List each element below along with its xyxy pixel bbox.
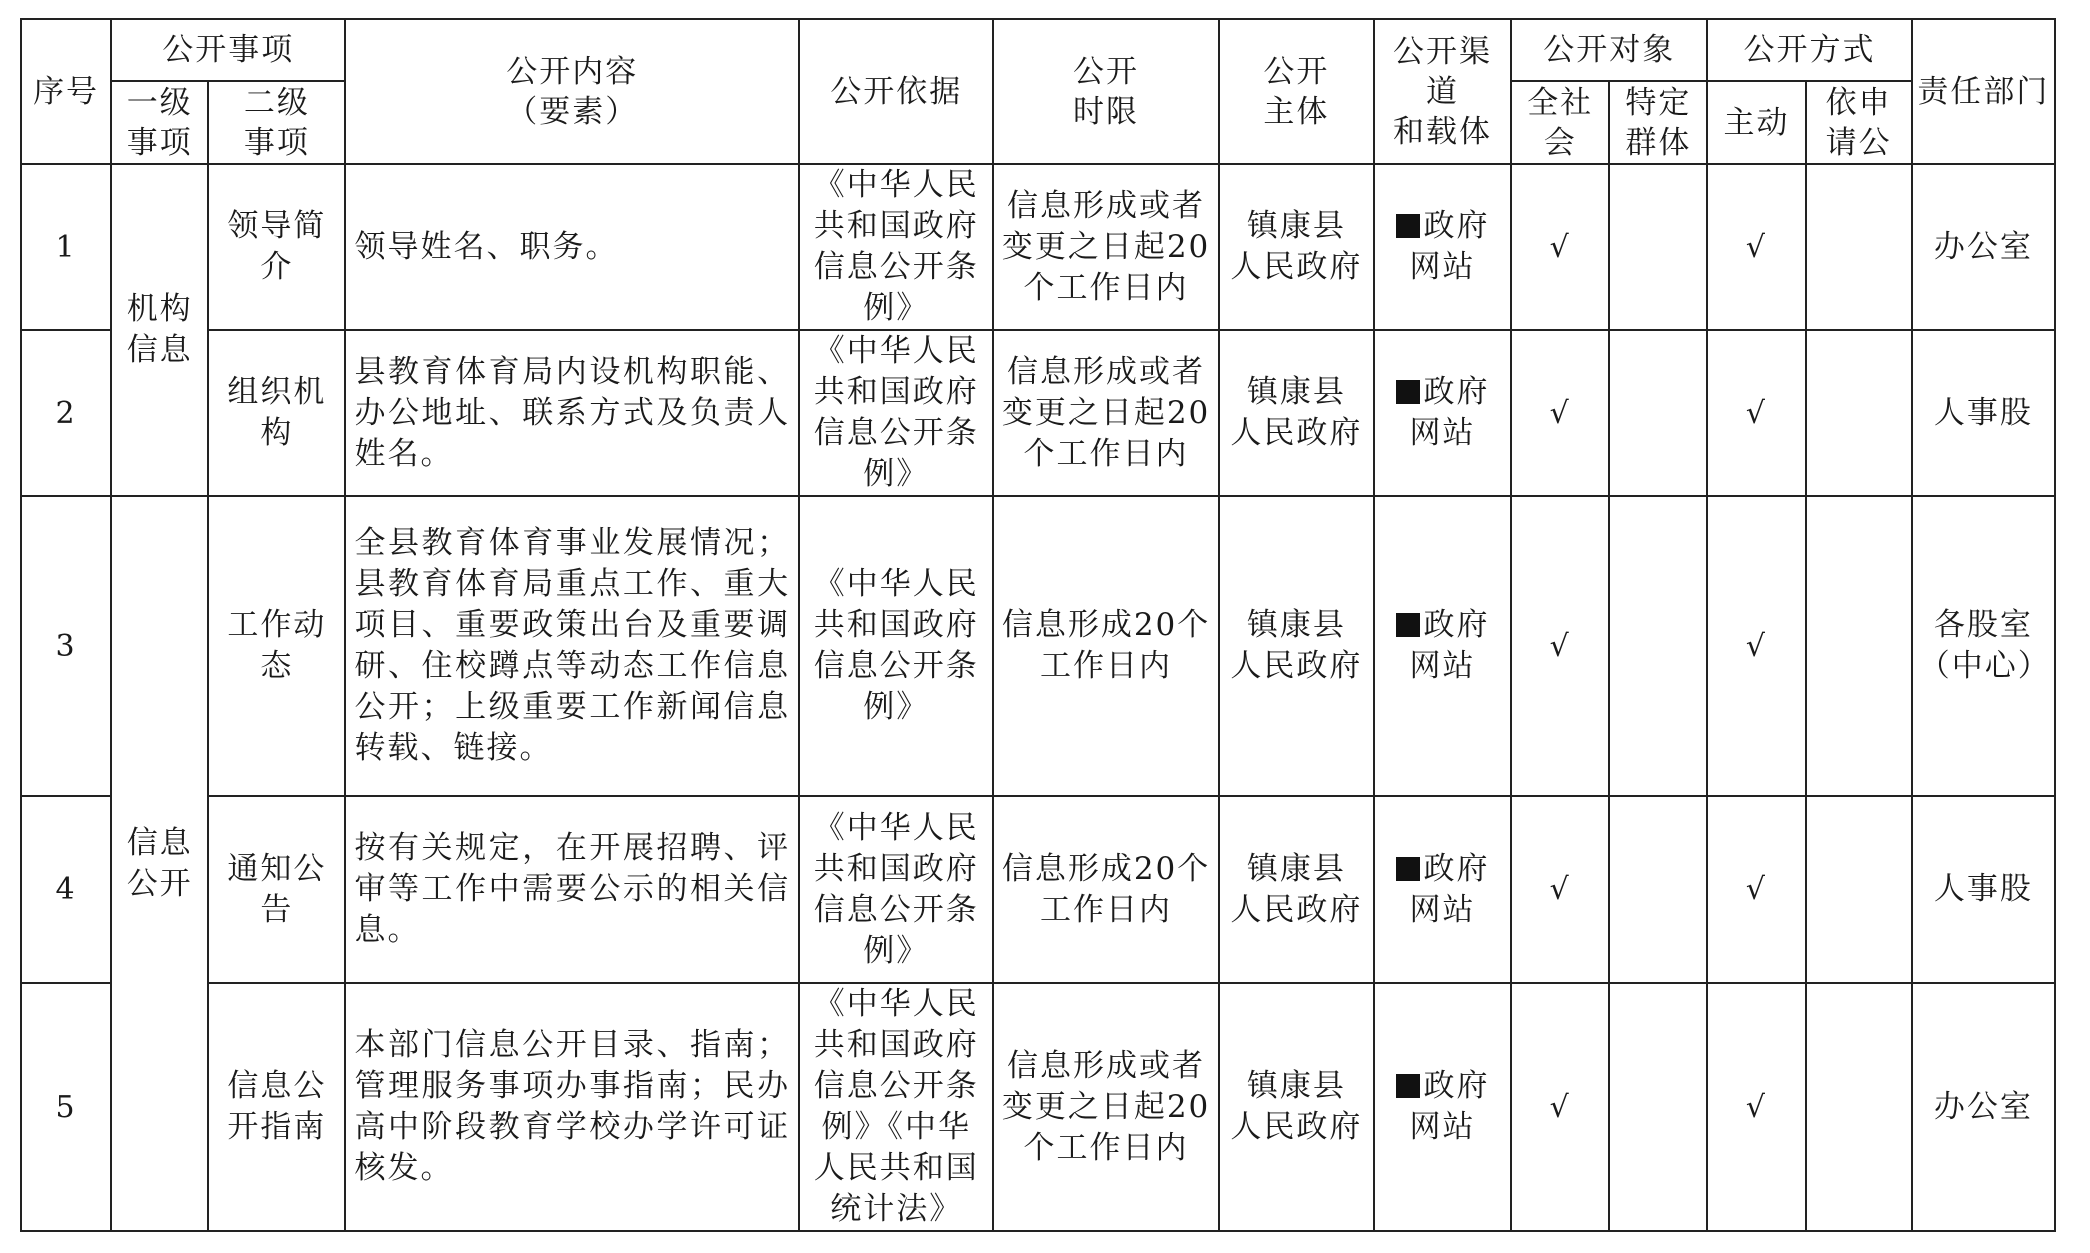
row-method-active: √ xyxy=(1707,983,1805,1231)
row-channel-text: 政府 网站 xyxy=(1409,374,1490,451)
row-seq: 1 xyxy=(21,164,111,330)
row-dept: 办公室 xyxy=(1912,164,2055,330)
row-deadline: 信息形成或者 变更之日起20 个工作日内 xyxy=(993,164,1218,330)
row-method-apply xyxy=(1806,983,1912,1231)
group-label: 机构 信息 xyxy=(111,164,208,496)
header-matter: 公开事项 xyxy=(111,19,345,81)
row-target-group xyxy=(1609,496,1707,796)
row-deadline: 信息形成或者 变更之日起20 个工作日内 xyxy=(993,983,1218,1231)
row-content: 按有关规定，在开展招聘、评审等工作中需要公示的相关信息。 xyxy=(345,796,799,983)
row-deadline: 信息形成20个 工作日内 xyxy=(993,796,1218,983)
row-seq: 4 xyxy=(21,796,111,983)
header-method-apply: 依申 请公 xyxy=(1806,81,1912,164)
header-target-all: 全社 会 xyxy=(1511,81,1609,164)
row-level2: 通知公 告 xyxy=(208,796,345,983)
row-target-group xyxy=(1609,983,1707,1231)
row-method-active: √ xyxy=(1707,164,1805,330)
row-dept: 人事股 xyxy=(1912,796,2055,983)
row-method-apply xyxy=(1806,164,1912,330)
row-basis: 《中华人民 共和国政府 信息公开条 例》 xyxy=(799,496,993,796)
row-target-all: √ xyxy=(1511,796,1609,983)
row-channel-text: 政府 网站 xyxy=(1409,850,1490,928)
row-method-active: √ xyxy=(1707,330,1805,496)
row-basis: 《中华人民 共和国政府 信息公开条 例》 xyxy=(799,164,993,330)
header-deadline: 公开 时限 xyxy=(993,19,1218,164)
square-bullet-icon xyxy=(1396,857,1420,881)
table-row xyxy=(21,796,2055,983)
square-bullet-icon xyxy=(1396,1074,1420,1098)
row-target-group xyxy=(1609,330,1707,496)
row-target-all: √ xyxy=(1511,496,1609,796)
row-level2: 领导简 介 xyxy=(208,164,345,330)
row-dept: 办公室 xyxy=(1912,983,2055,1231)
header-seq: 序号 xyxy=(21,19,111,164)
row-channel xyxy=(1374,796,1511,983)
header-method-active: 主动 xyxy=(1707,81,1805,164)
row-dept: 人事股 xyxy=(1912,330,2055,496)
row-dept: 各股室 （中心） xyxy=(1912,496,2055,796)
row-method-apply xyxy=(1806,330,1912,496)
row-basis: 《中华人民 共和国政府 信息公开条 例》 xyxy=(799,796,993,983)
row-channel-text: 政府 网站 xyxy=(1409,607,1490,684)
row-target-group xyxy=(1609,796,1707,983)
row-method-apply xyxy=(1806,796,1912,983)
header-method: 公开方式 xyxy=(1707,19,1911,81)
row-target-all: √ xyxy=(1511,330,1609,496)
header-basis: 公开依据 xyxy=(799,19,993,164)
group-label: 信息 公开 xyxy=(111,496,208,1231)
row-subject: 镇康县 人民政府 xyxy=(1219,496,1374,796)
table-row xyxy=(21,330,2055,496)
header-dept: 责任部门 xyxy=(1912,19,2055,164)
header-target: 公开对象 xyxy=(1511,19,1707,81)
row-content: 领导姓名、职务。 xyxy=(345,164,799,330)
table-row xyxy=(21,164,2055,330)
row-channel xyxy=(1374,496,1511,796)
row-content: 全县教育体育事业发展情况；县教育体育局重点工作、重大项目、重要政策出台及重要调研、住校蹲点等动态工作信息公开；上级重要工作新闻信息转载、链接。 xyxy=(345,496,799,796)
row-subject: 镇康县 人民政府 xyxy=(1219,330,1374,496)
header-channel: 公开渠 道 和载体 xyxy=(1374,19,1511,164)
row-content: 县教育体育局内设机构职能、办公地址、联系方式及负责人姓名。 xyxy=(345,330,799,496)
header-content: 公开内容 （要素） xyxy=(345,19,799,164)
header-target-group: 特定 群体 xyxy=(1609,81,1707,164)
square-bullet-icon xyxy=(1396,214,1420,238)
row-deadline: 信息形成或者 变更之日起20 个工作日内 xyxy=(993,330,1218,496)
row-deadline: 信息形成20个 工作日内 xyxy=(993,496,1218,796)
row-basis: 《中华人民 共和国政府 信息公开条 例》 xyxy=(799,330,993,496)
row-channel xyxy=(1374,330,1511,496)
row-method-active: √ xyxy=(1707,796,1805,983)
row-target-all: √ xyxy=(1511,983,1609,1231)
row-seq: 2 xyxy=(21,330,111,496)
row-seq: 5 xyxy=(21,983,111,1231)
row-method-apply xyxy=(1806,496,1912,796)
row-subject: 镇康县 人民政府 xyxy=(1219,796,1374,983)
square-bullet-icon xyxy=(1396,613,1420,637)
row-basis: 《中华人民 共和国政府 信息公开条 例》《中华 人民共和国 统计法》 xyxy=(799,983,993,1231)
row-method-active: √ xyxy=(1707,496,1805,796)
row-seq: 3 xyxy=(21,496,111,796)
row-channel xyxy=(1374,164,1511,330)
row-subject: 镇康县 人民政府 xyxy=(1219,164,1374,330)
row-target-all: √ xyxy=(1511,164,1609,330)
disclosure-table-sheet xyxy=(20,18,2056,1232)
disclosure-table xyxy=(20,18,2056,1232)
row-subject: 镇康县 人民政府 xyxy=(1219,983,1374,1231)
row-level2: 信息公 开指南 xyxy=(208,983,345,1231)
header-subject: 公开 主体 xyxy=(1219,19,1374,164)
row-channel-text: 政府 网站 xyxy=(1409,1068,1490,1145)
row-channel-text: 政府 网站 xyxy=(1409,208,1490,285)
row-target-group xyxy=(1609,164,1707,330)
row-content: 本部门信息公开目录、指南；管理服务事项办事指南；民办高中阶段教育学校办学许可证核发。 xyxy=(345,983,799,1231)
table-row xyxy=(21,496,2055,796)
square-bullet-icon xyxy=(1396,380,1420,404)
row-level2: 组织机 构 xyxy=(208,330,345,496)
row-level2: 工作动 态 xyxy=(208,496,345,796)
header-level2: 二级 事项 xyxy=(208,81,345,164)
table-row xyxy=(21,983,2055,1231)
row-channel xyxy=(1374,983,1511,1231)
header-level1: 一级 事项 xyxy=(111,81,208,164)
